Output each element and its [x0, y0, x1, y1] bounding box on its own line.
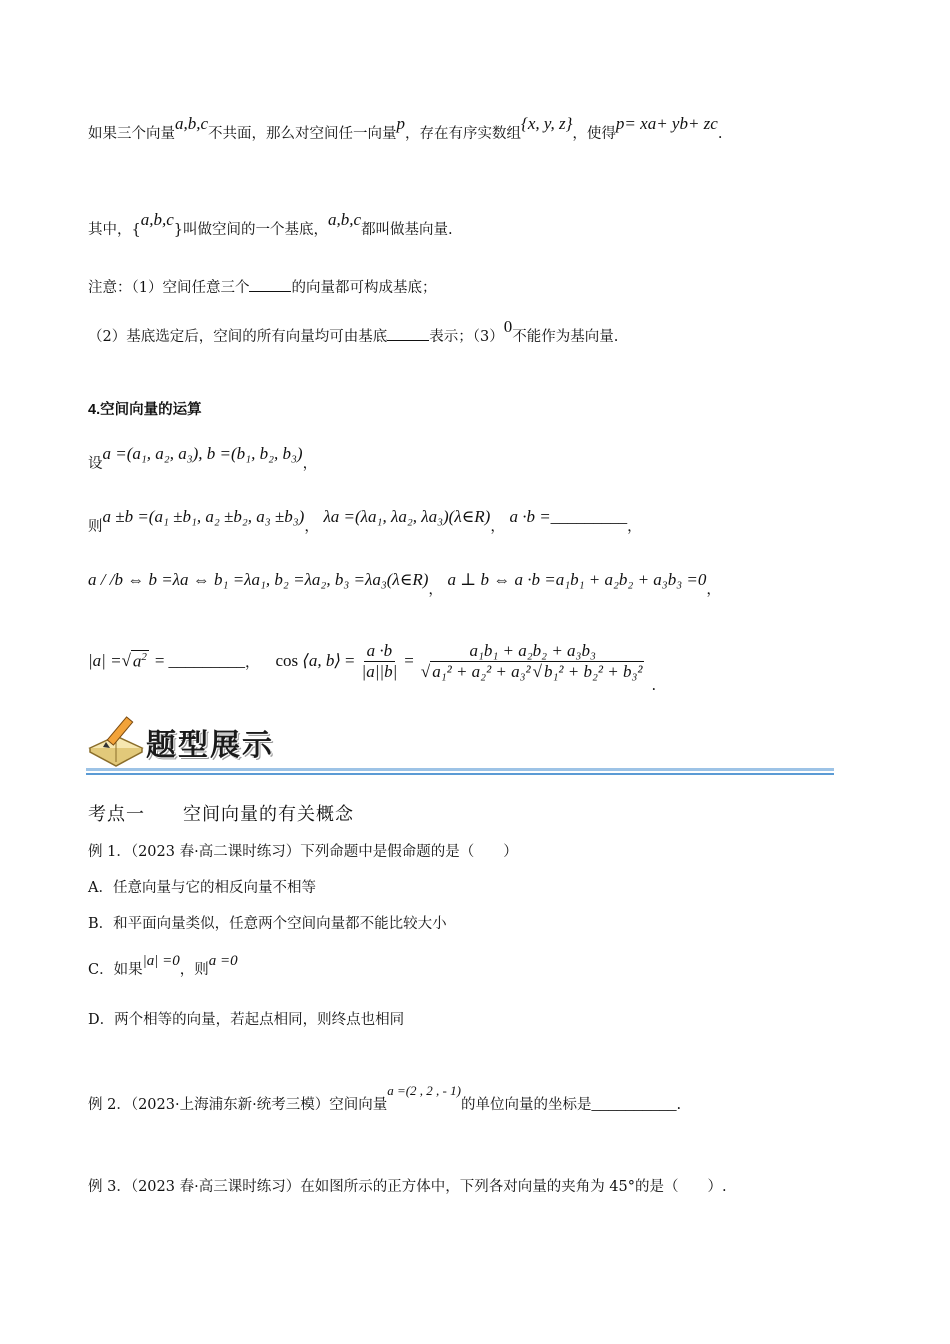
- topic-heading: 考点一 空间向量的有关概念: [88, 804, 354, 825]
- cos-coordinate-fraction: $\frac{\text{a₁b₁ + a₂b₂ + a₃b₃}}{\text{√ a₁² + a₂² + a₃² √ b₁² + b₂² + b₃²}}$: [420, 640, 643, 681]
- example-1-question: 例 1．（2023 春·高二课时练习）下列命题中是假命题的是（ ）: [88, 844, 518, 860]
- option-c-conclusion: a =0: [208, 953, 238, 969]
- vectors-abc: a,b,c: [175, 114, 209, 133]
- coordinate-formula: a =(a₁, a₂, a₃), b =(b₁, b₂, b₃): [102, 444, 303, 463]
- cos-fraction: $\frac{a \cdot b}{|a||b|}$: [361, 640, 398, 681]
- note-line-2: （2）基底选定后，空间的所有向量均可由基底 表示；（3）0不能作为基向量.: [88, 317, 619, 345]
- decomposition-formula: p= xa+ yb+ zc: [615, 114, 718, 133]
- example-2-question: 例 2．（2023·上海浦东新·统考三模）空间向量a =(2 , 2 , - 1)的单位向量的坐标是__________.: [88, 1083, 682, 1113]
- option-c: C．如果|a| =0，则a =0: [88, 953, 238, 978]
- operations-line: 则a ±b =(a₁ ±b₁, a₂ ±b₂, a₃ ±b₃)， λa =(λa₁, λa₂, λa₃)(λ∈R)， a ·b =_________，: [88, 507, 642, 535]
- option-a: A．任意向量与它的相反向量不相等: [88, 880, 316, 896]
- fill-blank: _________: [550, 507, 628, 526]
- banner-divider: [86, 768, 834, 771]
- note-line-1: 注意：（1）空间任意三个 的向量都可构成基底；: [88, 280, 437, 296]
- option-d: D．两个相等的向量，若起点相同，则终点也相同: [88, 1012, 405, 1028]
- basis-theorem-line: 如果三个向量a,b,c不共面，那么对空间任一向量p，存在有序实数组{x, y, z}，使得p= xa+ yb+ zc.: [88, 114, 723, 142]
- basis-definition-line: 其中，{a,b,c}叫做空间的一个基底，a,b,c都叫做基向量.: [88, 210, 453, 238]
- fill-blank: _________: [168, 651, 246, 670]
- fill-blank: [387, 340, 429, 341]
- banner-divider-dark: [86, 773, 834, 775]
- dot-product-formula: a ·b =: [509, 507, 551, 526]
- section-banner: [86, 710, 836, 776]
- example-3-question: 例 3．（2023 春·高三课时练习）在如图所示的正方体中，下列各对向量的夹角为 45°的是（ ）.: [88, 1179, 727, 1195]
- option-c-condition: |a| =0: [142, 953, 180, 969]
- add-sub-formula: a ±b =(a₁ ±b₁, a₂ ±b₂, a₃ ±b₃): [102, 507, 305, 526]
- magnitude-formula: |a| =: [88, 651, 122, 670]
- banner-title: 题型展示: [146, 728, 274, 763]
- option-b: B．和平面向量类似，任意两个空间向量都不能比较大小: [88, 916, 447, 932]
- sqrt-content: $a^2$: [132, 651, 147, 671]
- basis-set: a,b,c: [140, 210, 174, 229]
- vector-p: p: [396, 114, 406, 133]
- perpendicular-condition: a ⊥ b ⇔ a ·b =a₁b₁ + a₂b₂ + a₃b₃ =0: [447, 570, 707, 589]
- parallel-condition: a / /b ⇔ b =λa ⇔ b₁ =λa₁, b₂ =λa₂, b₃ =λa₃(λ∈R): [88, 570, 429, 589]
- basis-vectors: a,b,c: [328, 210, 362, 229]
- angle-bracket: ⟨a, b⟩: [302, 651, 341, 670]
- magnitude-angle-line: |a| = √ $a^2$ = _________ ， cos ⟨a, b⟩ = $\frac{a \cdot b}{|a||b|}$ = $\frac{\text{a₁b₁ + a₂b₂ + a₃b₃}}{\text{√ a₁² + a₂² + a₃² √ b₁² + b₂² + b₃²}}$ .: [88, 640, 657, 694]
- fill-blank: __________: [591, 1094, 677, 1113]
- real-triple: {x, y, z}: [521, 114, 573, 133]
- vector-a-value: a =(2 , 2 , - 1): [387, 1083, 461, 1098]
- parallel-perp-line: a / /b ⇔ b =λa ⇔ b₁ =λa₁, b₂ =λa₂, b₃ =λa₃(λ∈R)， a ⊥ b ⇔ a ·b =a₁b₁ + a₂b₂ + a₃b₃ =0，: [88, 570, 721, 598]
- fill-blank: [249, 291, 291, 292]
- coordinates-line: 设a =(a₁, a₂, a₃), b =(b₁, b₂, b₃)，: [88, 444, 318, 472]
- scalar-mult-formula: λa =(λa₁, λa₂, λa₃)(λ∈R): [323, 507, 491, 526]
- notebook-pencil-icon: [86, 712, 146, 768]
- zero-vector: 0: [503, 317, 513, 336]
- section-heading: 4.空间向量的运算: [88, 402, 202, 418]
